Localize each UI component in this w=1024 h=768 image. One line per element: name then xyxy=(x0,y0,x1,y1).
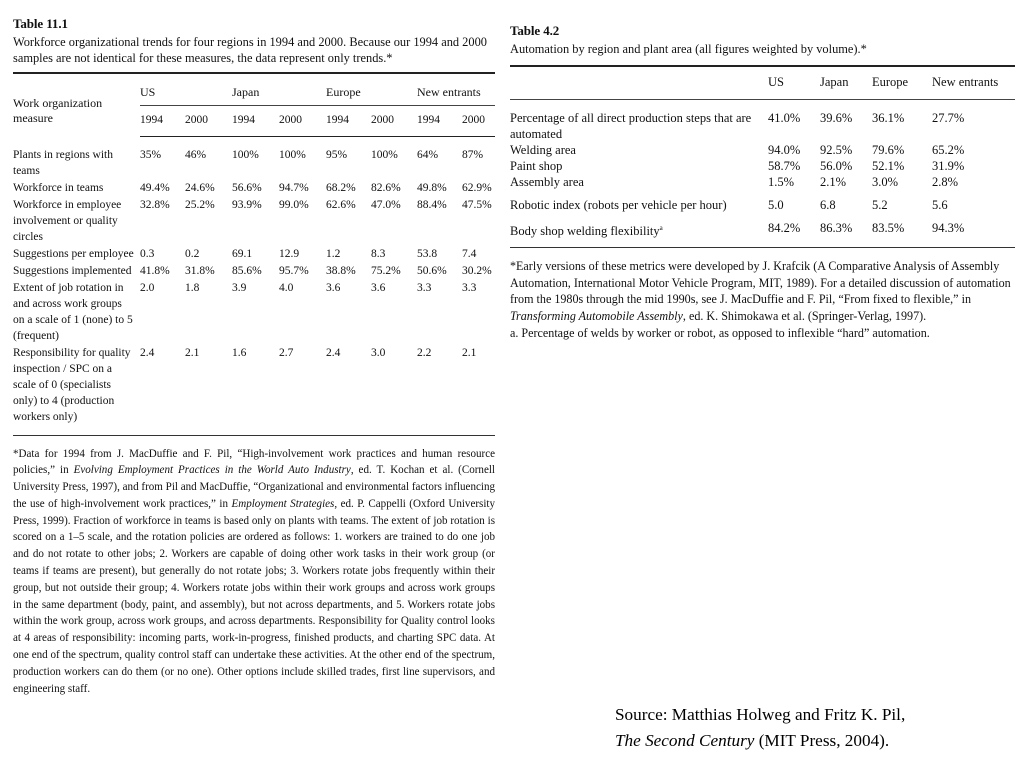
footnote-book-title: Transforming Automobile Assembly xyxy=(510,308,683,323)
cell-value: 88.4% xyxy=(417,198,447,211)
year-header-europe-late: 2000 xyxy=(371,106,417,137)
cell-value: 3.3 xyxy=(462,281,477,294)
row-label: Responsibility for quality inspection / SPC on a scale of 0 (specialists only) to 4 (production workers only) xyxy=(13,346,131,423)
cell-value: 2.0 xyxy=(140,281,155,294)
cell-value: 0.2 xyxy=(185,247,200,260)
cell-value: 83.5% xyxy=(872,221,905,235)
cell-value: 2.8% xyxy=(932,175,959,189)
cell-value: 5.0 xyxy=(768,198,784,212)
cell-value: 94.3% xyxy=(932,221,965,235)
cell-value: 100% xyxy=(371,149,398,161)
footnote-book-title: Employment Strategies xyxy=(231,497,335,510)
region-header-europe: Europe xyxy=(326,73,417,106)
cell-value: 0.3 xyxy=(140,247,155,260)
footnote-marker: a xyxy=(659,224,663,232)
cell-value: 4.0 xyxy=(279,281,294,294)
cell-value: 47.5% xyxy=(462,198,492,211)
table-row xyxy=(510,213,1015,247)
row-label-text: Robotic index (robots per vehicle per hour) xyxy=(510,198,727,212)
cell-value: 3.9 xyxy=(232,281,247,294)
table-row xyxy=(510,100,1015,143)
year-header-new-entrants-early: 1994 xyxy=(417,106,462,137)
cell-value: 35% xyxy=(140,149,162,161)
cell-value: 92.5% xyxy=(820,143,853,157)
cell-value: 100% xyxy=(279,149,306,161)
footnote-text: *Data for 1994 from J. MacDuffie and F. Pil, “High-involvement work practices and human resource policies,” in xyxy=(13,447,495,477)
row-label xyxy=(510,174,768,190)
cell-value: 1.6 xyxy=(232,346,247,359)
table-11-1-body xyxy=(13,137,495,435)
cell-value: 5.2 xyxy=(872,198,888,212)
cell-value: 8.3 xyxy=(371,247,386,260)
row-label-text: Welding area xyxy=(510,143,576,157)
cell-value: 47.0% xyxy=(371,198,401,211)
cell-value: 1.2 xyxy=(326,247,341,260)
cell-value: 65.2% xyxy=(932,143,965,157)
cell-value: 2.1 xyxy=(185,346,200,359)
footnote-star xyxy=(510,258,1015,324)
cell-value: 25.2% xyxy=(185,198,215,211)
row-label-text: Assembly area xyxy=(510,175,584,189)
cell-value: 99.0% xyxy=(279,198,309,211)
cell-value: 31.9% xyxy=(932,159,965,173)
cell-value: 93.9% xyxy=(232,198,262,211)
cell-value: 64% xyxy=(417,149,439,161)
year-header-japan-late: 2000 xyxy=(279,106,326,137)
cell-value: 41.8% xyxy=(140,264,170,277)
cell-value: 6.8 xyxy=(820,198,836,212)
cell-value: 95.7% xyxy=(279,264,309,277)
cell-value: 41.0% xyxy=(768,111,801,125)
table-row xyxy=(13,246,495,263)
year-header-new-entrants-late: 2000 xyxy=(462,106,495,137)
row-label-text: Body shop welding flexibility xyxy=(510,224,660,239)
cell-value: 3.0% xyxy=(872,175,899,189)
cell-value: 3.3 xyxy=(417,281,432,294)
cell-value: 100% xyxy=(232,149,259,161)
row-label xyxy=(510,213,768,247)
cell-value: 94.0% xyxy=(768,143,801,157)
cell-value: 12.9 xyxy=(279,247,300,260)
cell-value: 2.4 xyxy=(326,346,341,359)
table-4-2-label: Table 4.2 xyxy=(510,23,560,38)
cell-value: 32.8% xyxy=(140,198,170,211)
cell-value: 46% xyxy=(185,149,207,161)
cell-value: 2.2 xyxy=(417,346,432,359)
row-label: Suggestions per employee xyxy=(13,247,134,260)
cell-value: 2.1 xyxy=(462,346,477,359)
year-header-us-early: 1994 xyxy=(140,106,185,137)
year-header-europe-early: 1994 xyxy=(326,106,371,137)
table-row xyxy=(13,280,495,345)
table-row xyxy=(510,142,1015,158)
row-label xyxy=(510,100,768,143)
table-row xyxy=(13,197,495,246)
cell-value: 85.6% xyxy=(232,264,262,277)
column-header-new-entrants: New entrants xyxy=(932,66,1015,100)
cell-value: 3.0 xyxy=(371,346,386,359)
region-header-us: US xyxy=(140,73,232,106)
footnote-text: , ed. K. Shimokawa et al. (Springer-Verlag, 1997). xyxy=(682,308,927,323)
table-11-1 xyxy=(13,72,495,435)
cell-value: 58.7% xyxy=(768,159,801,173)
footnote-a: a. Percentage of welds by worker or robot, as opposed to inflexible “hard” automation. xyxy=(510,325,930,340)
source-suffix: (MIT Press, 2004). xyxy=(754,731,890,750)
cell-value: 27.7% xyxy=(932,111,965,125)
measure-header: Work organization measure xyxy=(13,96,103,125)
row-label xyxy=(510,158,768,174)
cell-value: 84.2% xyxy=(768,221,801,235)
table-row xyxy=(13,345,495,435)
cell-value: 31.8% xyxy=(185,264,215,277)
cell-value: 49.4% xyxy=(140,181,170,194)
cell-value: 86.3% xyxy=(820,221,853,235)
cell-value: 69.1 xyxy=(232,247,253,260)
row-label-text: Percentage of all direct production steps that are automated xyxy=(510,111,752,141)
table-row xyxy=(510,174,1015,190)
table-11-1-caption: Workforce organizational trends for four regions in 1994 and 2000. Because our 1994 and 2000 samples are not identical for these measures, the data represent only trends.* xyxy=(13,35,487,65)
source-citation xyxy=(615,702,1015,754)
cell-value: 50.6% xyxy=(417,264,447,277)
cell-value: 79.6% xyxy=(872,143,905,157)
row-label xyxy=(510,142,768,158)
cell-value: 39.6% xyxy=(820,111,853,125)
row-label-text: Paint shop xyxy=(510,159,563,173)
year-header-japan-early: 1994 xyxy=(232,106,279,137)
footnote-text: *Early versions of these metrics were developed by J. Krafcik (A Comparative Analysis of Assembly Automation, International Motor Vehicle Program, MIT, 1989). For a detailed discussion of automation from the 1980s through the mid 1990s, see J. MacDuffie and F. Pil, “From fixed to flexible,” in xyxy=(510,259,1011,307)
cell-value: 7.4 xyxy=(462,247,477,260)
cell-value: 68.2% xyxy=(326,181,356,194)
row-label: Plants in regions with teams xyxy=(13,148,113,177)
table-row xyxy=(510,158,1015,174)
row-label: Workforce in teams xyxy=(13,181,104,194)
table-4-2-footnote xyxy=(510,258,1015,341)
table-4-2-panel xyxy=(510,23,1015,341)
cell-value: 75.2% xyxy=(371,264,401,277)
cell-value: 95% xyxy=(326,149,348,161)
cell-value: 49.8% xyxy=(417,181,447,194)
cell-value: 82.6% xyxy=(371,181,401,194)
table-row xyxy=(13,137,495,180)
footnote-text: , ed. T. Kochan et al. (Cornell University Press, 1997), and from Pil and MacDuffie, “Organizational and environmental factors influencing the use of high-involvement work practices,” in xyxy=(13,464,495,510)
row-label: Suggestions implemented xyxy=(13,264,132,277)
cell-value: 87% xyxy=(462,149,484,161)
cell-value: 24.6% xyxy=(185,181,215,194)
footnote-text: , ed. P. Cappelli (Oxford University Press, 1999). Fraction of workforce in teams is based only on plants with teams. The extent of job rotation is scored on a 1–5 scale, and the rotation policies are ordered as follows: 1. workers are trained to do one job and do not rotate to other jobs; 2. Workers are capable of doing other work tasks in their work group (or teams if teams are present), but generally do not rotate jobs; 3. Workers rotate jobs frequently within their group, but not outside their group; 4. Workers rotate jobs within their work groups and across work groups in the same department (body, paint, and assembly), but not across departments, and 5. Workers rotate jobs within the work group, across work groups, and across departments. Responsibility for Quality control looks at 4 areas of responsibility: incoming parts, work-in-progress, finished products, and charting SPC data. At one end of the spectrum, quality control staff can undertake these activities. At the other end of the spectrum, production workers can do them (or no one). Other options include skilled trades, first line supervisors, and engineering staff. xyxy=(13,497,495,695)
table-row xyxy=(510,190,1015,213)
column-header-europe: Europe xyxy=(872,66,932,100)
cell-value: 2.1% xyxy=(820,175,847,189)
cell-value: 52.1% xyxy=(872,159,905,173)
cell-value: 3.6 xyxy=(371,281,386,294)
row-label xyxy=(510,190,768,213)
table-4-2-header-row xyxy=(510,66,1015,100)
table-row xyxy=(13,180,495,197)
cell-value: 2.4 xyxy=(140,346,155,359)
cell-value: 62.9% xyxy=(462,181,492,194)
cell-value: 94.7% xyxy=(279,181,309,194)
cell-value: 5.6 xyxy=(932,198,948,212)
cell-value: 1.5% xyxy=(768,175,795,189)
table-row xyxy=(13,263,495,280)
table-11-1-region-header-row xyxy=(13,73,495,106)
region-header-japan: Japan xyxy=(232,73,326,106)
cell-value: 1.8 xyxy=(185,281,200,294)
table-11-1-panel xyxy=(13,16,495,697)
cell-value: 2.7 xyxy=(279,346,294,359)
table-4-2-body xyxy=(510,100,1015,248)
cell-value: 56.0% xyxy=(820,159,853,173)
cell-value: 38.8% xyxy=(326,264,356,277)
row-label: Workforce in employee involvement or quality circles xyxy=(13,198,122,243)
cell-value: 3.6 xyxy=(326,281,341,294)
table-11-1-label: Table 11.1 xyxy=(13,16,68,31)
cell-value: 56.6% xyxy=(232,181,262,194)
column-header-japan: Japan xyxy=(820,66,872,100)
row-label-header xyxy=(510,66,768,100)
table-4-2-caption: Automation by region and plant area (all figures weighted by volume).* xyxy=(510,42,867,56)
year-header-us-late: 2000 xyxy=(185,106,232,137)
region-header-new-entrants: New entrants xyxy=(417,73,495,106)
row-label: Extent of job rotation in and across work groups on a scale of 1 (none) to 5 (frequent) xyxy=(13,281,133,342)
source-book-title: The Second Century xyxy=(615,731,755,750)
cell-value: 62.6% xyxy=(326,198,356,211)
table-4-2 xyxy=(510,65,1015,247)
cell-value: 30.2% xyxy=(462,264,492,277)
footnote-book-title: Evolving Employment Practices in the World Auto Industry xyxy=(73,464,351,477)
cell-value: 36.1% xyxy=(872,111,905,125)
column-header-us: US xyxy=(768,66,820,100)
table-11-1-footnote xyxy=(13,446,495,698)
source-prefix: Source: Matthias Holweg and Fritz K. Pil, xyxy=(615,705,906,724)
cell-value: 53.8 xyxy=(417,247,438,260)
